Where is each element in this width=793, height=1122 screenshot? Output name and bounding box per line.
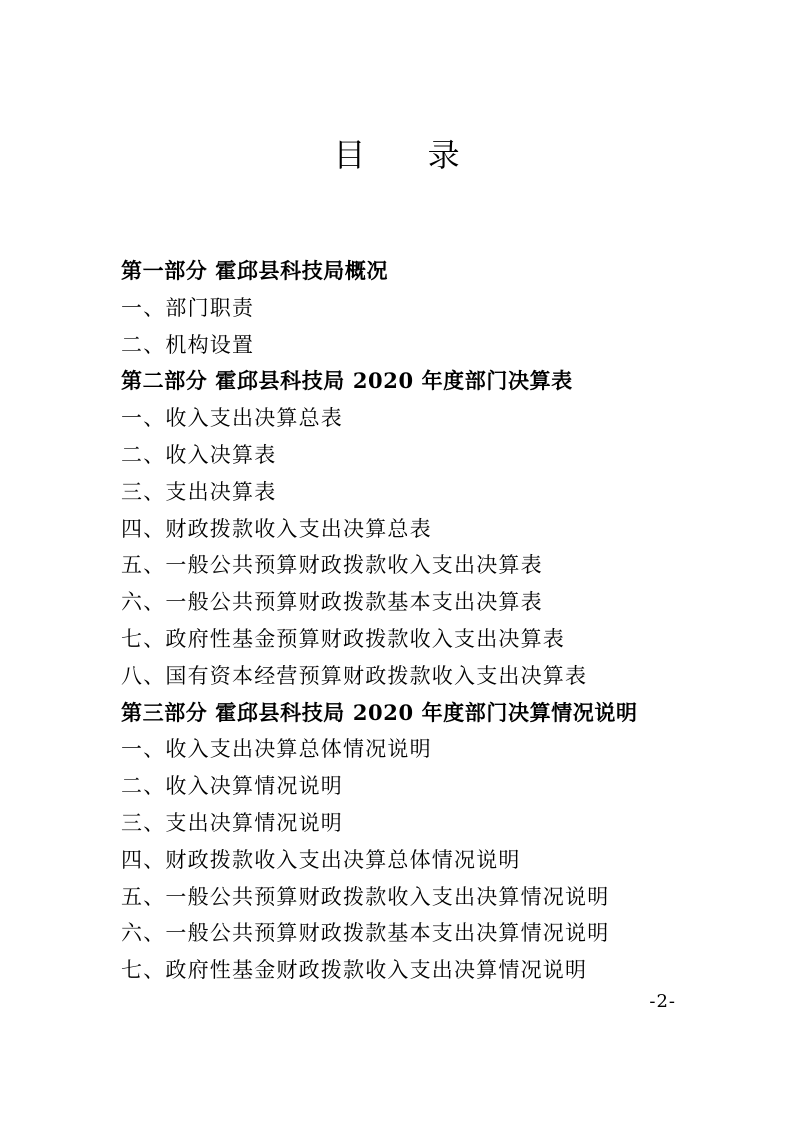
table-of-contents xyxy=(121,253,681,989)
page-title: 目 录 xyxy=(333,136,486,174)
toc-item: 二、收入决算表 xyxy=(121,442,277,467)
toc-item: 五、一般公共预算财政拨款收入支出决算情况说明 xyxy=(121,884,610,909)
toc-item: 三、支出决算表 xyxy=(121,479,277,504)
toc-part-1: 第一部分 霍邱县科技局概况 xyxy=(121,258,389,283)
toc-item: 六、一般公共预算财政拨款基本支出决算情况说明 xyxy=(121,921,610,946)
toc-item: 二、收入决算情况说明 xyxy=(121,774,343,799)
toc-item: 四、财政拨款收入支出决算总表 xyxy=(121,516,432,541)
toc-item: 二、机构设置 xyxy=(121,332,255,357)
toc-item: 八、国有资本经营预算财政拨款收入支出决算表 xyxy=(121,663,588,688)
toc-item: 一、收入支出决算总体情况说明 xyxy=(121,737,432,762)
toc-item: 三、支出决算情况说明 xyxy=(121,810,343,835)
toc-item: 七、政府性基金预算财政拨款收入支出决算表 xyxy=(121,626,565,651)
toc-item: 一、收入支出决算总表 xyxy=(121,406,343,431)
toc-item: 一、部门职责 xyxy=(121,295,255,320)
toc-item: 四、财政拨款收入支出决算总体情况说明 xyxy=(121,847,521,872)
toc-item: 五、一般公共预算财政拨款收入支出决算表 xyxy=(121,553,543,578)
toc-part-3: 第三部分 霍邱县科技局 2020 年度部门决算情况说明 xyxy=(121,699,638,725)
toc-part-2: 第二部分 霍邱县科技局 2020 年度部门决算表 xyxy=(121,368,573,394)
page-number: -2- xyxy=(649,991,676,1012)
toc-item: 六、一般公共预算财政拨款基本支出决算表 xyxy=(121,590,543,615)
toc-item: 七、政府性基金财政拨款收入支出决算情况说明 xyxy=(121,958,588,983)
